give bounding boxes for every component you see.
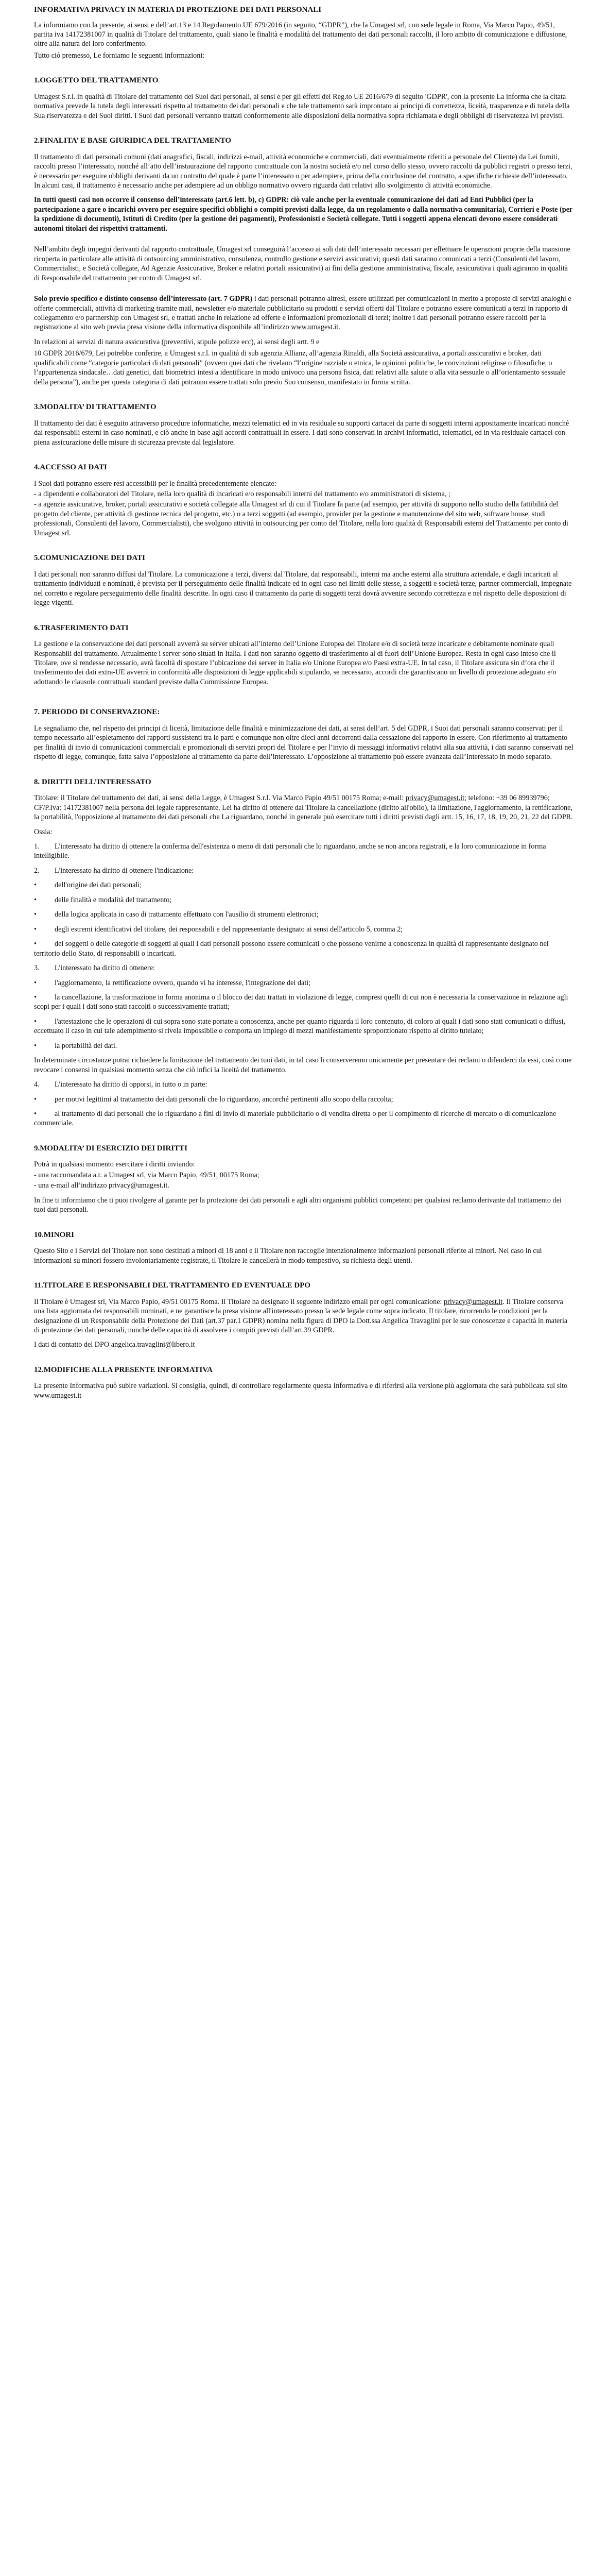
section-7-paragraph: Le segnaliamo che, nel rispetto dei principi di liceità, limitazione delle finalità e minimizzazione dei dati, ai sensi dell’art. 5 del GDPR, i Suoi dati personali saranno conservati per il tempo necessario all’espletamento dei rapporti sussistenti tra le parti e comunque non oltre dieci anni decorrenti dalla cessazione del rapporto in essere. Con riferimento al trattamento per finalità di invio di comunicazioni commerciali e promozionali di servizi propri del Titolare e per l’invio di messaggi informativi relativi alla sua attività, i dati saranno conservati nel rispetto di legge, comunque, fatta salva l’opposizione al trattamento da parte dell’interessato. L’opposizione al trattamento può essere avanzata dall’Interessato in modo separato.: [34, 724, 574, 761]
section-2-paragraph-1: Il trattamento di dati personali comuni (dati anagrafici, fiscali, indirizzi e-mail, attività economiche e commerciali, dati eventualmente riferiti a personale del Cliente) da Lei forniti, raccolti presso l’interessato, nonché all’atto dell’instaurazione del rapporto contrattuale con la nostra società e/o nel corso dello stesso, ovvero raccolti da pubblici registri o presso terzi, è necessario per eseguire obblighi derivanti da un contratto del quale è parte l’interessato o per adempiere, prima della conclusione del contratto, a specifiche richieste dell’interessato. In alcuni casi, il trattamento è necessario anche per adempiere ad un obbligo normativo ovvero riguarda dati relativi allo svolgimento di attività economiche.: [34, 152, 572, 190]
right-item-3: 3. L'interessato ha diritto di ottenere:: [34, 964, 155, 973]
document-title: INFORMATIVA PRIVACY IN MATERIA DI PROTEZIONE DEI DATI PERSONALI: [34, 6, 322, 14]
right-item-2: 2. L'interessato ha diritto di ottenere l'indicazione:: [34, 866, 194, 875]
right-item-2a: • dell'origine dei dati personali;: [34, 881, 142, 890]
section-4-paragraph-1: I Suoi dati potranno essere resi accessibili per le finalità precedentemente elencate:: [34, 479, 276, 488]
section-2-paragraph-4: Solo previo specifico e distinto consenso dell’interessato (art. 7 GDPR) i dati personali potranno altresì, essere utilizzati per comunicazioni in merito a proposte di servizi analoghi e offerte commerciali, attività di marketing tramite mail, newsletter e/o materiale pubblicitario su prodotti e servizi offerti dal Titolare e potranno essere comunicati a terzi in rapporto di collegamento e/o partnership con Umagest srl, e trattati anche in relazione ad offerte e informazioni promozionali di terzi; inoltre i dati personali potranno essere raccolti per la registrazione al sito web previa presa visione della informativa disponibile all’indirizzo www.umagest.it.: [34, 295, 571, 332]
section-8-paragraph-2: In determinate circostanze potrai richiedere la limitazione del trattamento dei tuoi dati, in tal caso li conserveremo unicamente per presentare dei reclami o difenderci da essi, così come revocare i consensi in qualsiasi momento senza che ciò infici la liceità del trattamento.: [34, 1056, 572, 1074]
intro-paragraph: La informiamo con la presente, ai sensi e dell’art.13 e 14 Regolamento UE 679/2016 (in seguito, “GDPR”), che la Umagest srl, con sede legale in Roma, Via Marco Papio, 49/51, partita iva 14172381007 in qualità di Titolare del trattamento, quali siano le finalità e modalità del trattamento dei dati personali raccolti, il loro ambito di comunicazione e diffusione, oltre alla natura del loro conferimento.: [34, 21, 567, 48]
section-7-heading: 7. PERIODO DI CONSERVAZIONE:: [34, 708, 160, 717]
right-item-2d: • degli estremi identificativi del titolare, dei responsabili e del rappresentante designato ai sensi dell'articolo 5, comma 2;: [34, 925, 403, 934]
section-2-paragraph-6: 10 GDPR 2016/679, Lei potrebbe conferire, a Umagest s.r.l. in qualità di sub agenzia Allianz, all’agenzia Rinaldi, alla Società assicurativa, a portali assicurativi e broker, dati qualificabili come “categorie particolari di dati personali” (ovvero quei dati che rivelano “l’origine razziale o etnica, le opinioni politiche, le convinzioni religiose o filosofiche, o l’appartenenza sindacale…dati genetici, dati biometrici intesi a identificare in modo univoco una persona fisica, dati relativi alla salute o alla vita sessuale o all’orientamento sessuale della persona”), anche per questa categoria di dati potranno essere trattati solo previo Suo consenso, manifestato in forma scritta.: [34, 349, 566, 386]
section-3-paragraph: Il trattamento dei dati è eseguito attraverso procedure informatiche, mezzi telematici ed in via residuale su supporti cartacei da parte di soggetti interni appositamente incaricati nonché dai responsabili esterni in caso nominati, e ciò anche in base agli accordi contrattuali in essere. I dati sono conservati in archivi informatici, telematici, ed in via residuale cartacei con piena assicurazione delle misure di sicurezza previste dal legislatore.: [34, 419, 569, 447]
right-item-2b: • delle finalità e modalità del trattamento;: [34, 895, 172, 904]
section-2-paragraph-5: In relazioni ai servizi di natura assicurativa (preventivi, stipule polizze ecc), ai sensi degli artt. 9 e: [34, 337, 320, 346]
right-item-2c: • della logica applicata in caso di trattamento effettuato con l'ausilio di strumenti elettronici;: [34, 910, 319, 919]
section-10-heading: 10.MINORI: [34, 1230, 74, 1239]
right-item-3a: • l'aggiornamento, la rettificazione ovvero, quando vi ha interesse, l'integrazione dei dati;: [34, 978, 311, 987]
right-item-1: 1. L'interessato ha diritto di ottenere la conferma dell'esistenza o meno di dati personali che lo riguardano, anche se non ancora registrati, e la loro comunicazione in forma intelligibile.: [34, 842, 546, 860]
section-2-heading: 2.FINALITA’ E BASE GIURIDICA DEL TRATTAMENTO: [34, 137, 232, 145]
section-11-paragraph-1: Il Titolare è Umagest srl, Via Marco Papio, 49/51 00175 Roma. Il Titolare ha designato il seguente indirizzo email per ogni comunicazione: privacy@umagest.it. Il Titolare conserva una lista aggiornata dei responsabili nominati, e ne garantisce la presa visione all'interessato presso la sede legale come sopra indicato. Il titolare, ricorrendo le condizioni per la designazione di un Responsabile della Protezione dei Dati (art.37 par.1 GDPR) nomina nella figura di DPO la Dott.ssa Angelica Travaglini per le sue conoscenze e capacità in materia di protezione dei dati personali, nonché delle capacità di assolvere i compiti previsti dall’art.39 GDPR.: [34, 1297, 568, 1334]
right-item-3d: • la portabilità dei dati.: [34, 1041, 117, 1050]
section-9-heading: 9.MODALITA’ DI ESERCIZIO DEI DIRITTI: [34, 1144, 187, 1153]
section-2-paragraph-3: Nell’ambito degli impegni derivanti dal rapporto contrattuale, Umagest srl conseguirà l’accesso ai soli dati dell’interessato necessari per effettuare le operazioni proprie della mansione ricoperta in particolare alle attività di outsourcing amministrativo, consulenza, controllo gestione e servizi assicurativi; questi dati saranno comunicati a terzi (Consulenti del lavoro, Commercialisti, e Società collegate, Ad Agenzie Assicurative, Broker e relativi portali assicurativi) ai fini della gestione amministrativa, fiscale, assicurativa i quali agiranno in qualità di Responsabile del trattamento per conto di Umagest srl.: [34, 245, 570, 282]
right-item-2e: • dei soggetti o delle categorie di soggetti ai quali i dati personali possono essere comunicati o che possono venirne a conoscenza in qualità di rappresentante designato nel territorio dello Stato, di responsabili o incaricati.: [34, 940, 549, 958]
section-4-heading: 4.ACCESSO AI DATI: [34, 463, 107, 472]
privacy-email-link[interactable]: privacy@umagest.it: [405, 794, 465, 803]
section-4-paragraph-2: - a dipendenti e collaboratori del Titolare, nella loro qualità di incaricati e/o responsabili interni del trattamento e/o amministratori di sistema, ;: [34, 490, 450, 498]
privacy-document: [34, 0, 575, 1405]
section-6-paragraph: La gestione e la conservazione dei dati personali avverrà su server ubicati all’interno dell’Unione Europea del Titolare e/o di società terze incaricate e debitamente nominate quali Responsabili del trattamento. Attualmente i server sono situati in Italia. I dati non saranno oggetto di trasferimento al di fuori dell’Unione Europea. Resta in ogni caso inteso che il Titolare, ove si rendesse necessario, avrà facoltà di spostare l’ubicazione dei server in Italia e/o Unione Europea e/o Paesi extra-UE. In tal caso, il Titolare assicura sin d’ora che il trasferimento dei dati extra-UE avverrà in conformità alle disposizioni di legge applicabili stipulando, se necessario, accordi che garantiscano un livello di protezione adeguato e/o adottando le clausole contrattuali standard previste dalla Commissione Europea.: [34, 640, 557, 686]
section-1-paragraph: Umagest S.r.l. in qualità di Titolare del trattamento dei Suoi dati personali, ai sensi e per gli effetti del Reg.to UE 2016/679 di seguito 'GDPR', con la presente La informa che la citata normativa prevede la tutela degli interessati rispetto al trattamento dei dati personali e che tale trattamento sarà improntato ai principi di correttezza, liceità, trasparenza e di tutela della Sua riservatezza e dei Suoi diritti. I Suoi dati personali verranno trattati conformemente alle disposizioni della normativa sopra richiamata e degli obblighi di riservatezza ivi previsti.: [34, 92, 570, 120]
section-12-heading: 12.MODIFICHE ALLA PRESENTE INFORMATIVA: [34, 1365, 213, 1374]
section-11-paragraph-2: I dati di contatto del DPO angelica.travaglini@libero.it: [34, 1341, 195, 1349]
section-3-heading: 3.MODALITA’ DI TRATTAMENTO: [34, 403, 157, 412]
section-5-paragraph: I dati personali non saranno diffusi dal Titolare. La comunicazione a terzi, diversi dal Titolare, dai responsabili, interni ma anche esterni alla struttura aziendale, e dagli incaricati al trattamento individuati e nominati, è prevista per il perseguimento delle finalità indicate ed in ogni caso nei limiti delle stesse, a soggetti e società terze, partner commerciali, impegnate nel corretto e regolare perseguimento delle finalità descritte. In ogni caso il trattamento da parte di soggetti terzi dovrà avvenire secondo correttezza e nel rispetto delle disposizioni di legge vigenti.: [34, 570, 572, 607]
section-9-paragraph-1: Potrà in qualsiasi momento esercitare i diritti inviando:: [34, 1160, 195, 1169]
section-10-paragraph: Questo Sito e i Servizi del Titolare non sono destinati a minori di 18 anni e il Titolare non raccoglie intenzionalmente informazioni personali riferite ai minori. Nel caso in cui informazioni su minori fossero involontariamente registrate, il Titolare le cancellerà in modo tempestivo, su richiesta degli utenti.: [34, 1247, 542, 1265]
section-11-heading: 11.TITOLARE E RESPONSABILI DEL TRATTAMENTO ED EVENTUALE DPO: [34, 1281, 311, 1290]
website-link[interactable]: www.umagest.it: [291, 323, 339, 332]
intro-premise: Tutto ciò premesso, Le forniamo le seguenti informazioni:: [34, 51, 205, 60]
section-12-paragraph: La presente Informativa può subire variazioni. Si consiglia, quindi, di controllare regolarmente questa Informativa e di riferirsi alla versione più aggiornata che sarà pubblicata sul sito www.umagest.it: [34, 1382, 568, 1400]
right-item-4a: • per motivi legittimi al trattamento dei dati personali che lo riguardano, ancorché pertinenti allo scopo della raccolta;: [34, 1095, 393, 1104]
right-item-3b: • la cancellazione, la trasformazione in forma anonima o il blocco dei dati trattati in violazione di legge, compresi quelli di cui non è necessaria la conservazione in relazione agli scopi per i quali i dati sono stati raccolti o successivamente trattati;: [34, 993, 568, 1011]
section-9-paragraph-3: - una e-mail all’indirizzo privacy@umagest.it.: [34, 1181, 169, 1190]
section-9-paragraph-2: - una raccomandata a.r. a Umagest srl, via Marco Papio, 49/51, 00175 Roma;: [34, 1171, 259, 1179]
section-4-paragraph-3: - a agenzie assicurative, broker, portali assicurativi e società collegate alla Umagest srl di cui il Titolare fa parte (ad esempio, per attività di supporto nello studio della fattibilità del progetto del cliente, per attività di gestione tecnica del progetto, etc.) o a terzi soggetti (ad esempio, provider per la gestione e manutenzione del sito web, software house, studi professionali, Consulenti del lavoro, Commercialisti), che svolgono attività in outsourcing per conto del Titolare, nella loro qualità di Responsabili esterni del Trattamento per conto di Umagest srl.: [34, 500, 568, 537]
section-1-heading: 1.OGGETTO DEL TRATTAMENTO: [34, 76, 159, 85]
section-2-paragraph-2: In tutti questi casi non occorre il consenso dell’interessato (art.6 lett. b), c) GDPR: ciò vale anche per la eventuale comunicazione dei dati ad Enti Pubblici (per la partecipazione a gare o incarichi ovvero per eseguire specifici obblighi o compiti previsti dalla legge, da un regolamento o dalla normativa comunitaria), Corrieri e Poste (per la spedizione di documenti), Istituti di Credito (per la gestione dei pagamenti), Professionisti e Società collegate. Tutti i soggetti appena elencati devono essere considerati autonomi titolari dei rispettivi trattamenti.: [34, 196, 572, 233]
ossia-label: Ossia:: [34, 827, 53, 836]
right-item-4: 4. L'interessato ha diritto di opporsi, in tutto o in parte:: [34, 1080, 207, 1089]
section-6-heading: 6.TRASFERIMENTO DATI: [34, 623, 129, 632]
section-8-heading: 8. DIRITTI DELL’INTERESSATO: [34, 777, 151, 786]
privacy-email-link-2[interactable]: privacy@umagest.it: [444, 1297, 503, 1306]
section-5-heading: 5.COMUNICAZIONE DEI DATI: [34, 554, 145, 563]
section-8-paragraph-1: Titolare: il Titolare del trattamento dei dati, ai sensi della Legge, è Umagest S.r.l. Via Marco Papio 49/51 00175 Roma; e-mail: privacy@umagest.it; telefono: +39 06 89939796; CF/P.Iva: 14172381007 nella persona del legale rappresentante. Lei ha diritto di ottenere dal Titolare la cancellazione (diritto all'oblio), la limitazione, l'aggiornamento, la rettificazione, la portabilità, l'opposizione al trattamento dei dati personali che La riguardano, nonché in generale può esercitare tutti i diritti previsti dagli artt. 15, 16, 17, 18, 19, 20, 21, 22 del GDPR.: [34, 794, 573, 822]
right-item-4b: • al trattamento di dati personali che lo riguardano a fini di invio di materiale pubblicitario o di vendita diretta o per il compimento di ricerche di mercato o di comunicazione commerciale.: [34, 1110, 557, 1128]
section-9-paragraph-4: In fine ti informiamo che ti puoi rivolgere al garante per la protezione dei dati personali e agli altri organismi pubblici competenti per qualsiasi reclamo derivante dal trattamento dei tuoi dati personali.: [34, 1196, 562, 1214]
right-item-3c: • l'attestazione che le operazioni di cui sopra sono state portate a conoscenza, anche per quanto riguarda il loro contenuto, di coloro ai quali i dati sono stati comunicati o diffusi, eccettuato il caso in cui tale adempimento si rivela impossibile o comporta un impiego di mezzi manifestamente sproporzionato rispetto al diritto tutelato;: [34, 1017, 565, 1036]
